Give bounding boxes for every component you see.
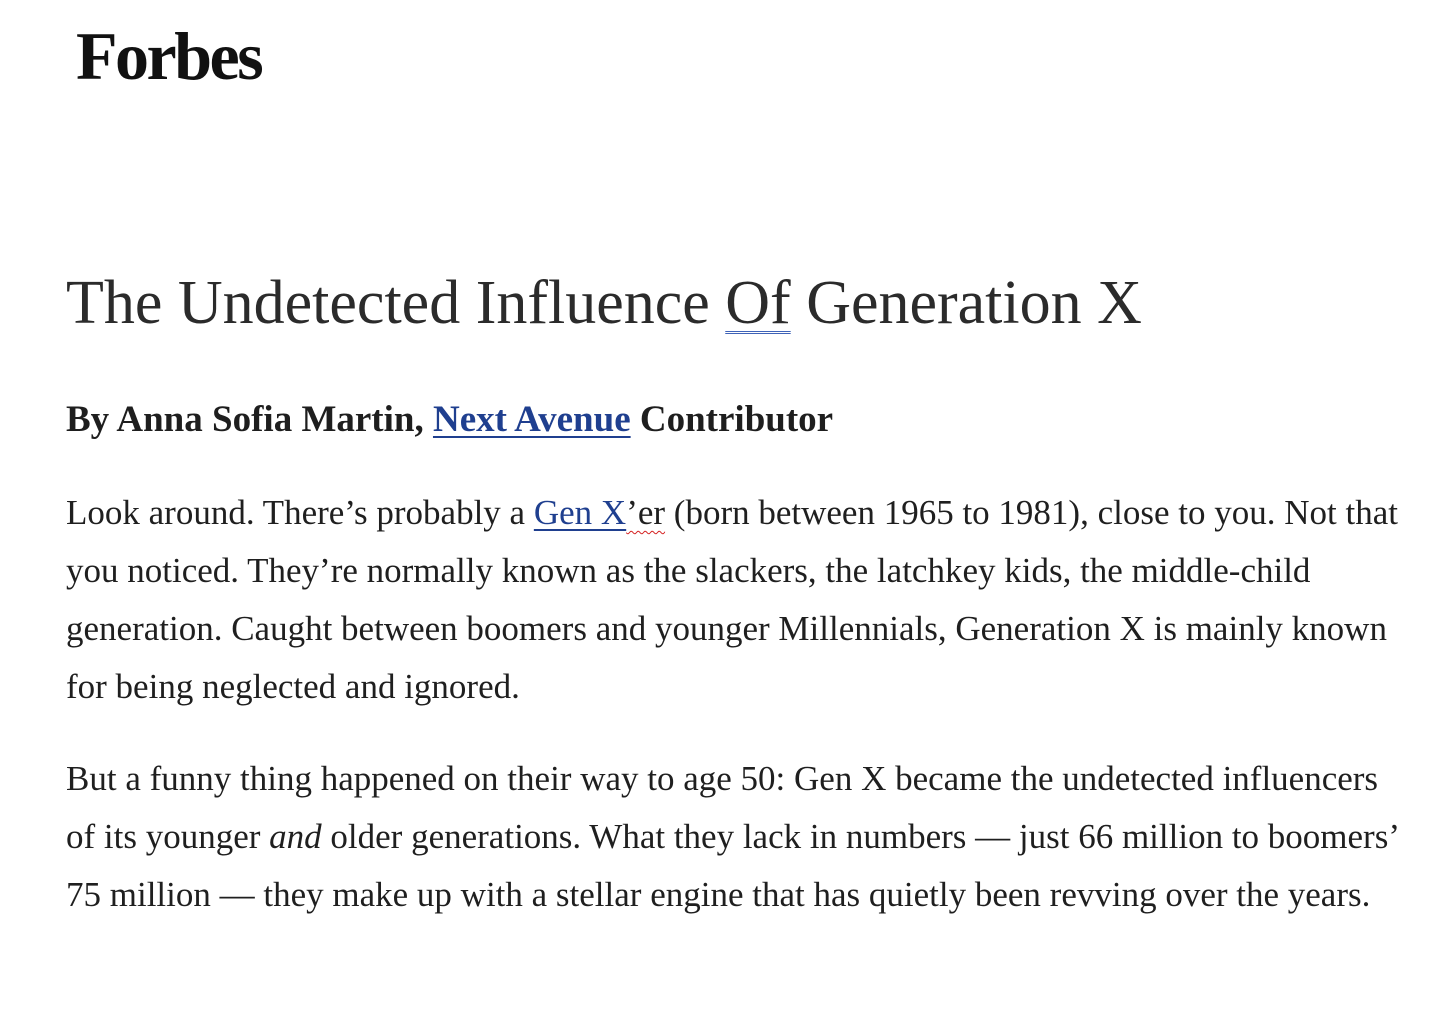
article-paragraph-2	[66, 750, 1406, 924]
paragraph-2-emphasis: and	[269, 817, 322, 856]
gen-x-link[interactable]: Gen X	[533, 493, 627, 532]
byline	[66, 398, 833, 442]
byline-author: By Anna Sofia Martin,	[66, 399, 433, 440]
byline-role: Contributor	[630, 399, 834, 440]
paragraph-1-intro: Look around. There’s probably a	[66, 493, 534, 532]
spellcheck-flagged-word: ’er	[626, 493, 666, 532]
article-paragraph-1	[66, 484, 1406, 716]
title-text-start: The Undetected Influence	[66, 269, 726, 337]
title-text-end: Generation X	[790, 269, 1142, 337]
paragraph-2-text-end: older generations. What they lack in numbers — just 66 million to boomers’ 75 million — they make up with a stellar engine that has quietly been revving over the years.	[66, 817, 1398, 914]
paragraph-1-text: (born between 1965 to 1981), close to you. Not that you noticed. They’re normally known as the slackers, the latchkey kids, the middle-child generation. Caught between boomers and younger Millennials, Generation X is mainly known for being neglected and ignored.	[66, 493, 1398, 706]
forbes-logo[interactable]: Forbes	[76, 18, 262, 94]
byline-publication-link[interactable]: Next Avenue	[432, 399, 631, 440]
title-marked-word: Of	[725, 269, 791, 337]
article-title	[66, 266, 1142, 340]
paragraph-2-text-start: But a funny thing happened on their way to age 50: Gen X became the undetected influencers of its younger	[66, 759, 1379, 856]
